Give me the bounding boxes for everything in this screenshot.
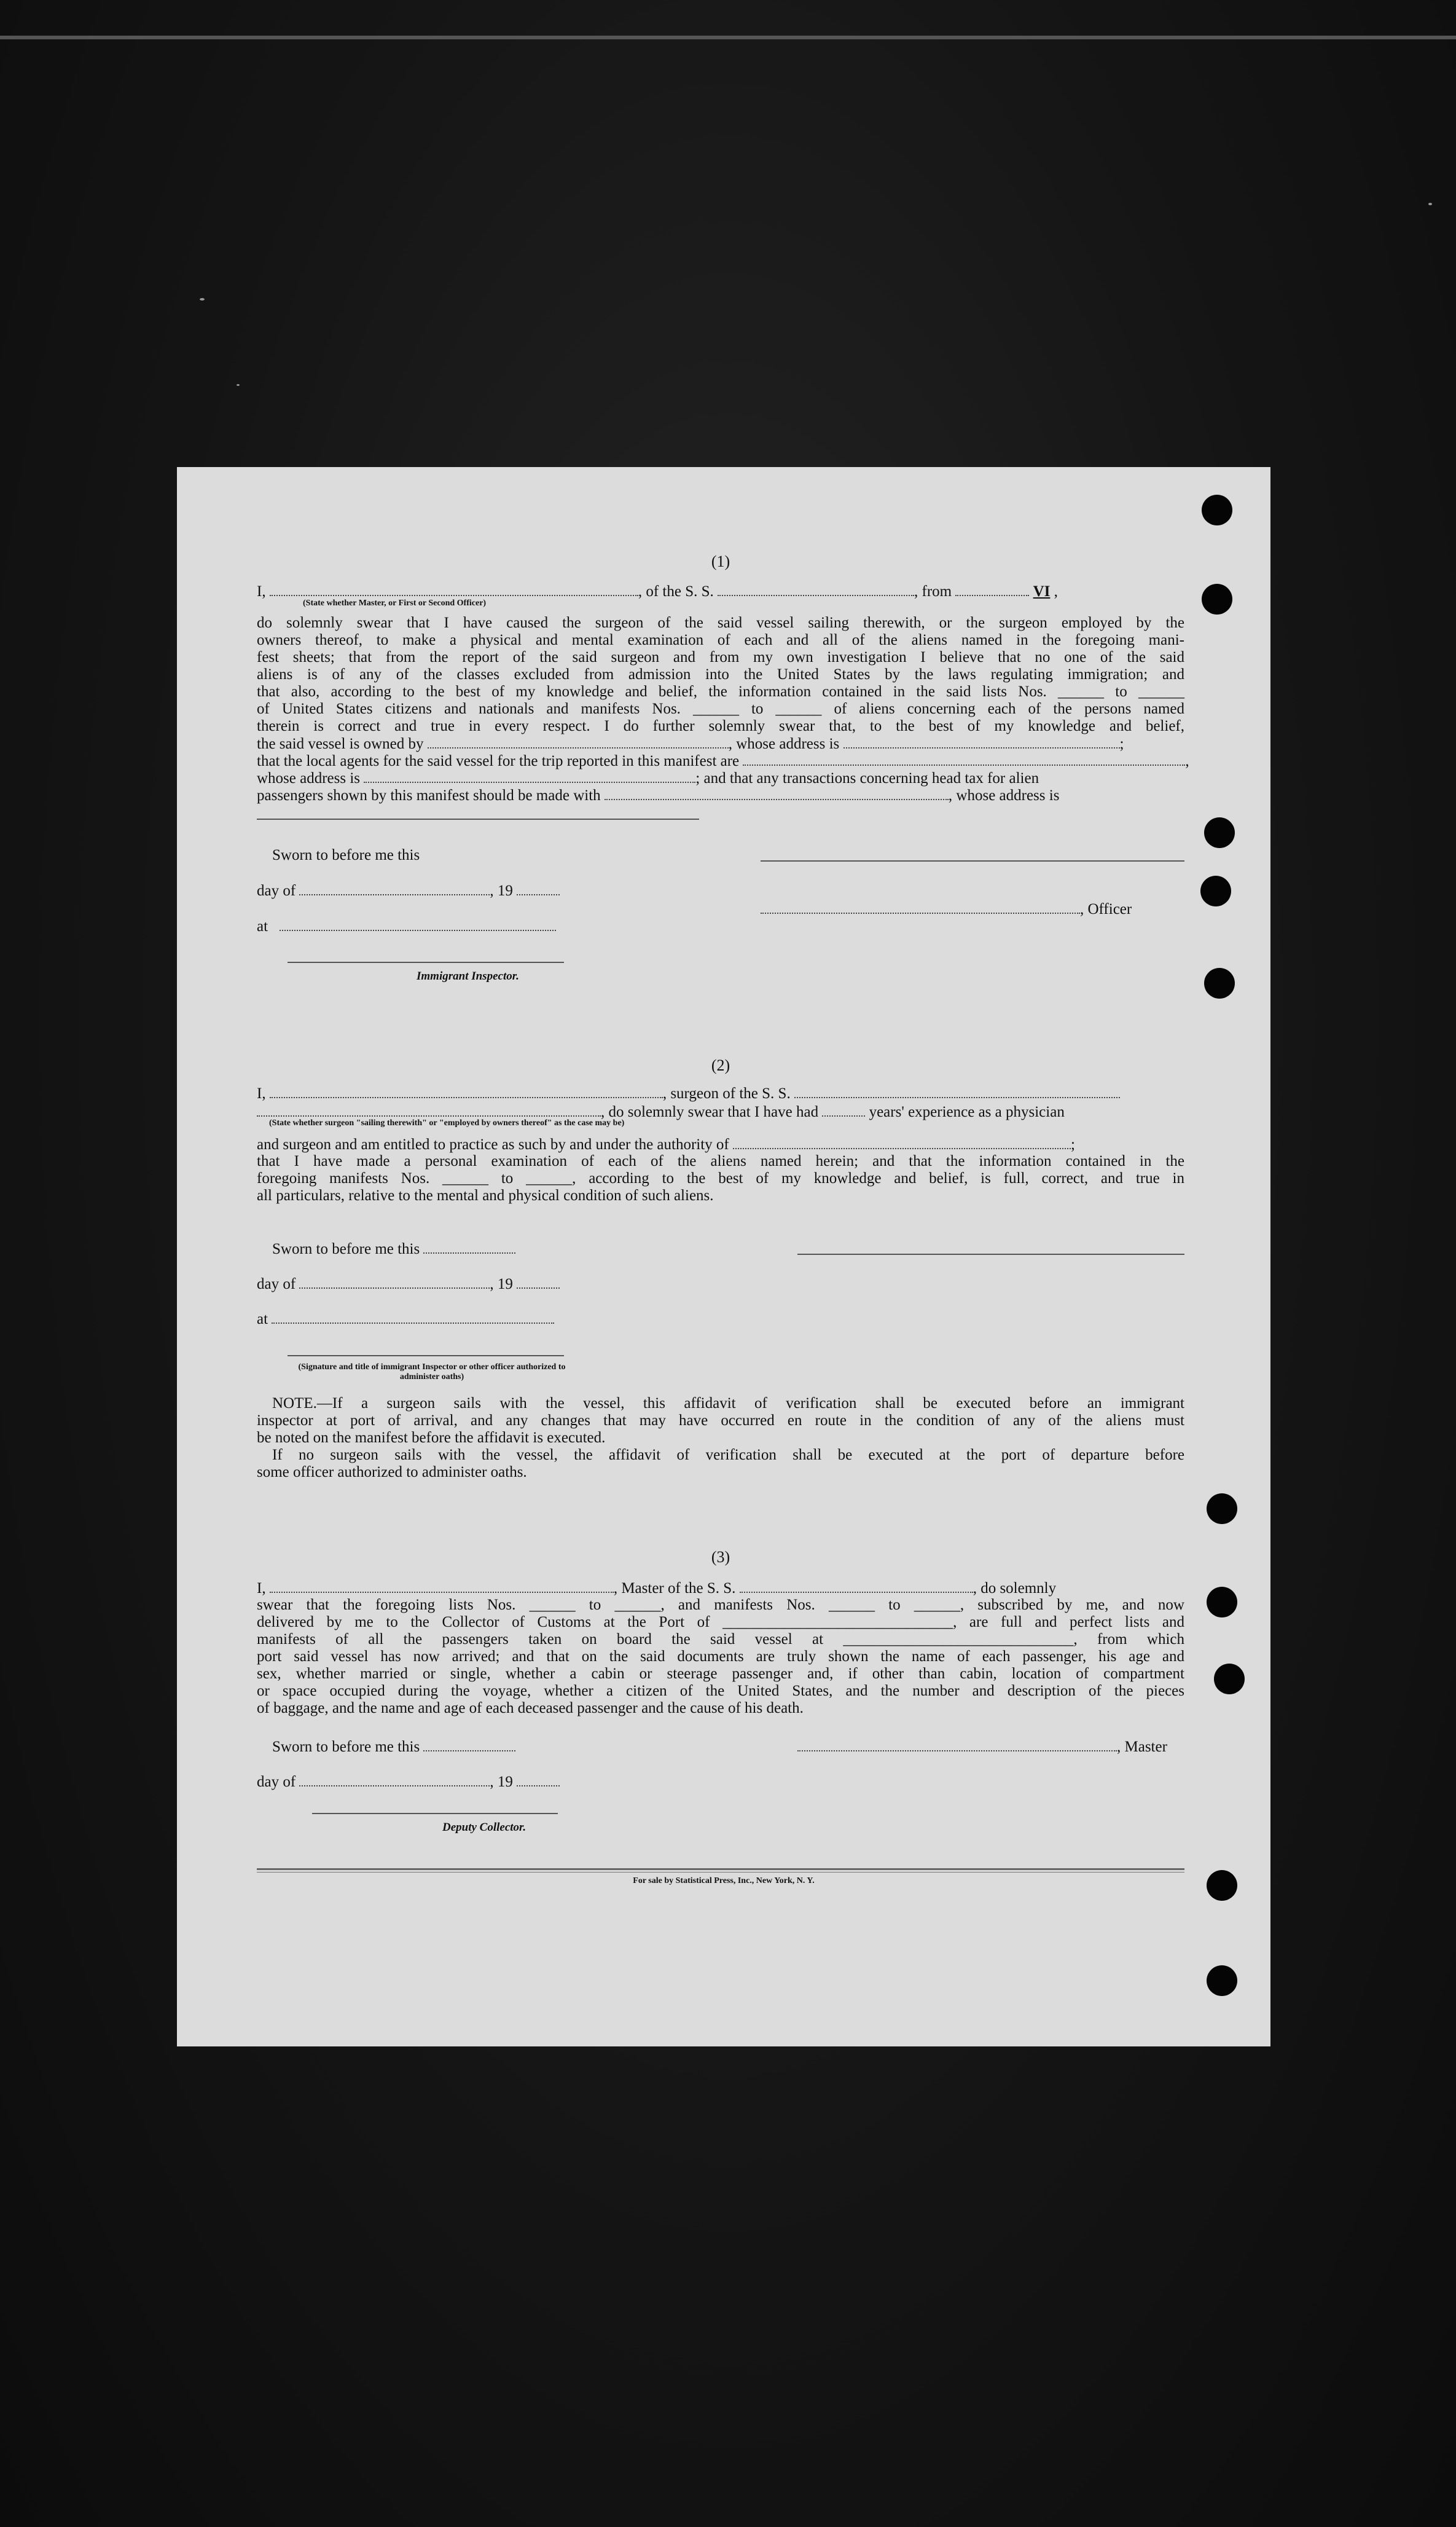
officer-signature-blank [761, 900, 1080, 914]
day-of-label: day of [257, 1774, 296, 1790]
binder-hole [1207, 1965, 1237, 1996]
do-solemnly-label: , do solemnly [973, 1580, 1057, 1597]
master-of-label: , Master of the S. S. [613, 1580, 736, 1597]
day-blank [299, 882, 490, 895]
at-label: at [257, 1311, 268, 1327]
day-blank [299, 1275, 490, 1289]
note-line: If no surgeon sails with the vessel, the affidavit of verification shall be executed at the port of departure before [272, 1447, 1184, 1463]
binder-hole [1202, 584, 1232, 615]
contact-address-label: , whose address is [948, 787, 1060, 804]
section-1-text-line: of United States citizens and nationals and manifests Nos. ______ to ______ of aliens concerning each of the persons named [257, 701, 1184, 717]
at-label: at [257, 918, 268, 935]
at-blank [272, 1310, 554, 1324]
section-1-text-line: do solemnly swear that I have caused the surgeon of the said vessel sailing therewith, or the surgeon employed by the [257, 615, 1184, 631]
section-1-text-line: that also, according to the best of my knowledge and belief, the information contained in the said lists Nos. ______ to ______ [257, 683, 1184, 700]
local-agents-label: that the local agents for the said vessel for the trip reported in this manifest are [257, 753, 740, 769]
note-line: inspector at port of arrival, and any changes that may have occurred en route in the condition of any of the aliens must [257, 1412, 1184, 1429]
deputy-collector-caption: Deputy Collector. [442, 1821, 526, 1834]
day-of-label: day of [257, 882, 296, 899]
section-3-text-line: swear that the foregoing lists Nos. ______ to ______, and manifests Nos. ______ to ______, subscribed by me, and now [257, 1597, 1184, 1613]
film-edge-line [0, 36, 1456, 39]
section-2-surgeon-caption: (State whether surgeon "sailing therewith" or "employed by owners thereof" as the case may be) [269, 1118, 625, 1128]
contact-address-line [257, 819, 699, 820]
master-label: , Master [1117, 1739, 1167, 1755]
section-3-text-line: or space occupied during the voyage, whether a citizen of the United States, and the number and description of the pieces [257, 1683, 1184, 1699]
section-2-text-line: foregoing manifests Nos. ______ to ______, according to the best of my knowledge and belief, is full, correct, and true in [257, 1170, 1184, 1187]
signature-line-1 [761, 860, 1184, 862]
ship-name-blank [794, 1085, 1120, 1098]
sworn-line-3 [272, 1738, 515, 1756]
from-port-blank [955, 583, 1029, 596]
section-3-text-line: delivered by me to the Collector of Customs at the Port of ______________________________, are full and perfect lists and [257, 1614, 1184, 1630]
sworn-day-blank [423, 1738, 515, 1751]
authority-blank [733, 1136, 1071, 1149]
section-3-first-line [257, 1579, 1056, 1597]
day-blank [299, 1773, 490, 1786]
binder-hole [1200, 876, 1231, 906]
dust-speck [1428, 203, 1432, 205]
section-1-first-line: I, , of the S. S. , from VI , [257, 583, 1058, 600]
head-tax-label: ; and that any transactions concerning head tax for alien [695, 770, 1039, 787]
day-of-line-3 [257, 1773, 560, 1791]
binder-hole [1207, 1587, 1237, 1617]
year-blank [517, 882, 560, 895]
at-blank [280, 918, 556, 931]
dust-speck [200, 298, 205, 301]
sworn-day-blank [423, 1240, 515, 1254]
section-2-text-line: that I have made a personal examination of each of the aliens named herein; and that the information contained in the [257, 1153, 1184, 1169]
section-3-number: (3) [711, 1548, 730, 1566]
day-of-line-1 [257, 882, 560, 900]
section-1-number: (1) [711, 552, 730, 570]
section-3-text-line: port said vessel has now arrived; and that on the said documents are truly shown the name of each passenger, his age and [257, 1648, 1184, 1665]
section-2-text-line: all particulars, relative to the mental and physical condition of such aliens. [257, 1187, 714, 1204]
surgeon-status-blank [257, 1103, 601, 1117]
owner-blank [428, 735, 729, 749]
i-label: I, [257, 583, 266, 600]
surgeon-signature-line [797, 1254, 1184, 1255]
sworn-label: Sworn to before me this [272, 1241, 420, 1257]
authority-line: and surgeon and am entitled to practice as such by and under the authority of ; [257, 1136, 1075, 1153]
section-3-text-line: manifests of all the passengers taken on board the said vessel at ______________________________, from which [257, 1631, 1184, 1648]
master-name-blank [270, 1579, 614, 1593]
printer-imprint: For sale by Statistical Press, Inc., New York, N. Y. [633, 1876, 815, 1885]
year-blank [517, 1275, 560, 1289]
section-1-text-line: owners thereof, to make a physical and mental examination of each and all of the aliens named in the foregoing mani- [257, 632, 1184, 648]
note-line: be noted on the manifest before the affidavit is executed. [257, 1429, 606, 1446]
head-tax-contact-blank [605, 787, 949, 800]
head-tax-line [257, 769, 1039, 787]
owned-by-label: the said vessel is owned by [257, 736, 424, 752]
ship-name-blank [740, 1579, 973, 1593]
of-ss-label: , of the S. S. [638, 583, 714, 600]
year-blank [517, 1773, 560, 1786]
master-signature-line [797, 1738, 1167, 1756]
i-label: I, [257, 1085, 266, 1102]
section-1-text-line: aliens is of any of the classes excluded from admission into the United States by the laws regulating immigration; and [257, 666, 1184, 683]
owned-by-line: the said vessel is owned by , whose address is ; [257, 736, 1124, 752]
section-3-text-line: of baggage, and the name and age of each deceased passenger and the cause of his death. [257, 1700, 804, 1716]
at-line-1 [257, 918, 556, 935]
i-label: I, [257, 1580, 266, 1597]
collector-signature-line [312, 1813, 558, 1814]
surgeon-name-blank [270, 1085, 663, 1098]
officer-signature-line [761, 900, 1132, 918]
agents-address-label: whose address is [257, 770, 361, 787]
binder-hole [1204, 817, 1235, 848]
authority-label: and surgeon and am entitled to practice as such by and under the authority of [257, 1136, 729, 1153]
sworn-label: Sworn to before me this [272, 1739, 420, 1755]
section-2-number: (2) [711, 1056, 730, 1074]
agents-blank [743, 752, 1185, 766]
footer-rule-thin [257, 1872, 1184, 1873]
sworn-label-1: Sworn to before me this [272, 847, 420, 863]
binder-hole [1202, 495, 1232, 525]
from-handwritten-value: VI [1033, 583, 1051, 600]
passengers-line [257, 787, 1059, 804]
section-3-text-line: sex, whether married or single, whether a cabin or steerage passenger and, if other than cabin, location of compartment [257, 1665, 1184, 1682]
passengers-label: passengers shown by this manifest should be made with [257, 787, 601, 804]
local-agents-line: that the local agents for the said vessel for the trip reported in this manifest are , [257, 753, 1189, 769]
binder-hole [1207, 1493, 1237, 1524]
immigrant-inspector-caption: Immigrant Inspector. [417, 970, 519, 983]
manifest-form-page [177, 467, 1270, 2046]
binder-hole [1214, 1664, 1245, 1694]
at-line-2 [257, 1310, 554, 1328]
section-1-text-line: fest sheets; that from the report of the said surgeon and from my own investigation I believe that no one of the said [257, 649, 1184, 666]
section-1-officer-caption: (State whether Master, or First or Second Officer) [303, 599, 487, 608]
surgeon-of-label: , surgeon of the S. S. [662, 1085, 791, 1102]
note-line: NOTE.—If a surgeon sails with the vessel, this affidavit of verification shall be executed before an immigrant [272, 1395, 1184, 1412]
agents-address-blank [364, 769, 695, 783]
section-2-first-line [257, 1085, 1120, 1102]
from-label: , from [914, 583, 952, 600]
officer-name-blank [270, 583, 638, 596]
signature-title-caption: (Signature and title of immigrant Inspector or other officer authorized to administer oaths) [298, 1362, 566, 1381]
years-blank [822, 1103, 865, 1117]
inspector-signature-line-2 [288, 1355, 564, 1356]
whose-address-label: , whose address is [728, 736, 840, 752]
owner-address-blank [843, 735, 1120, 749]
year-label: , 19 [490, 1276, 513, 1292]
dust-speck [237, 384, 240, 386]
note-line: some officer authorized to administer oaths. [257, 1464, 527, 1480]
section-1-text-line: therein is correct and true in every respect. I do further solemnly swear that, to the best of my knowledge and belief, [257, 718, 1184, 734]
officer-label: , Officer [1080, 901, 1132, 918]
year-label: , 19 [490, 1774, 513, 1790]
year-label: , 19 [490, 882, 513, 899]
sworn-label-2 [272, 1240, 515, 1258]
day-of-line-2 [257, 1275, 560, 1293]
years-label: years' experience as a physician [869, 1104, 1065, 1120]
inspector-signature-line [288, 962, 564, 963]
master-signature-blank [797, 1738, 1117, 1751]
ship-name-blank [718, 583, 914, 596]
do-solemnly-label: , do solemnly swear that I have had [601, 1104, 819, 1120]
day-of-label: day of [257, 1276, 296, 1292]
binder-hole [1204, 968, 1235, 999]
footer-rule [257, 1868, 1184, 1870]
